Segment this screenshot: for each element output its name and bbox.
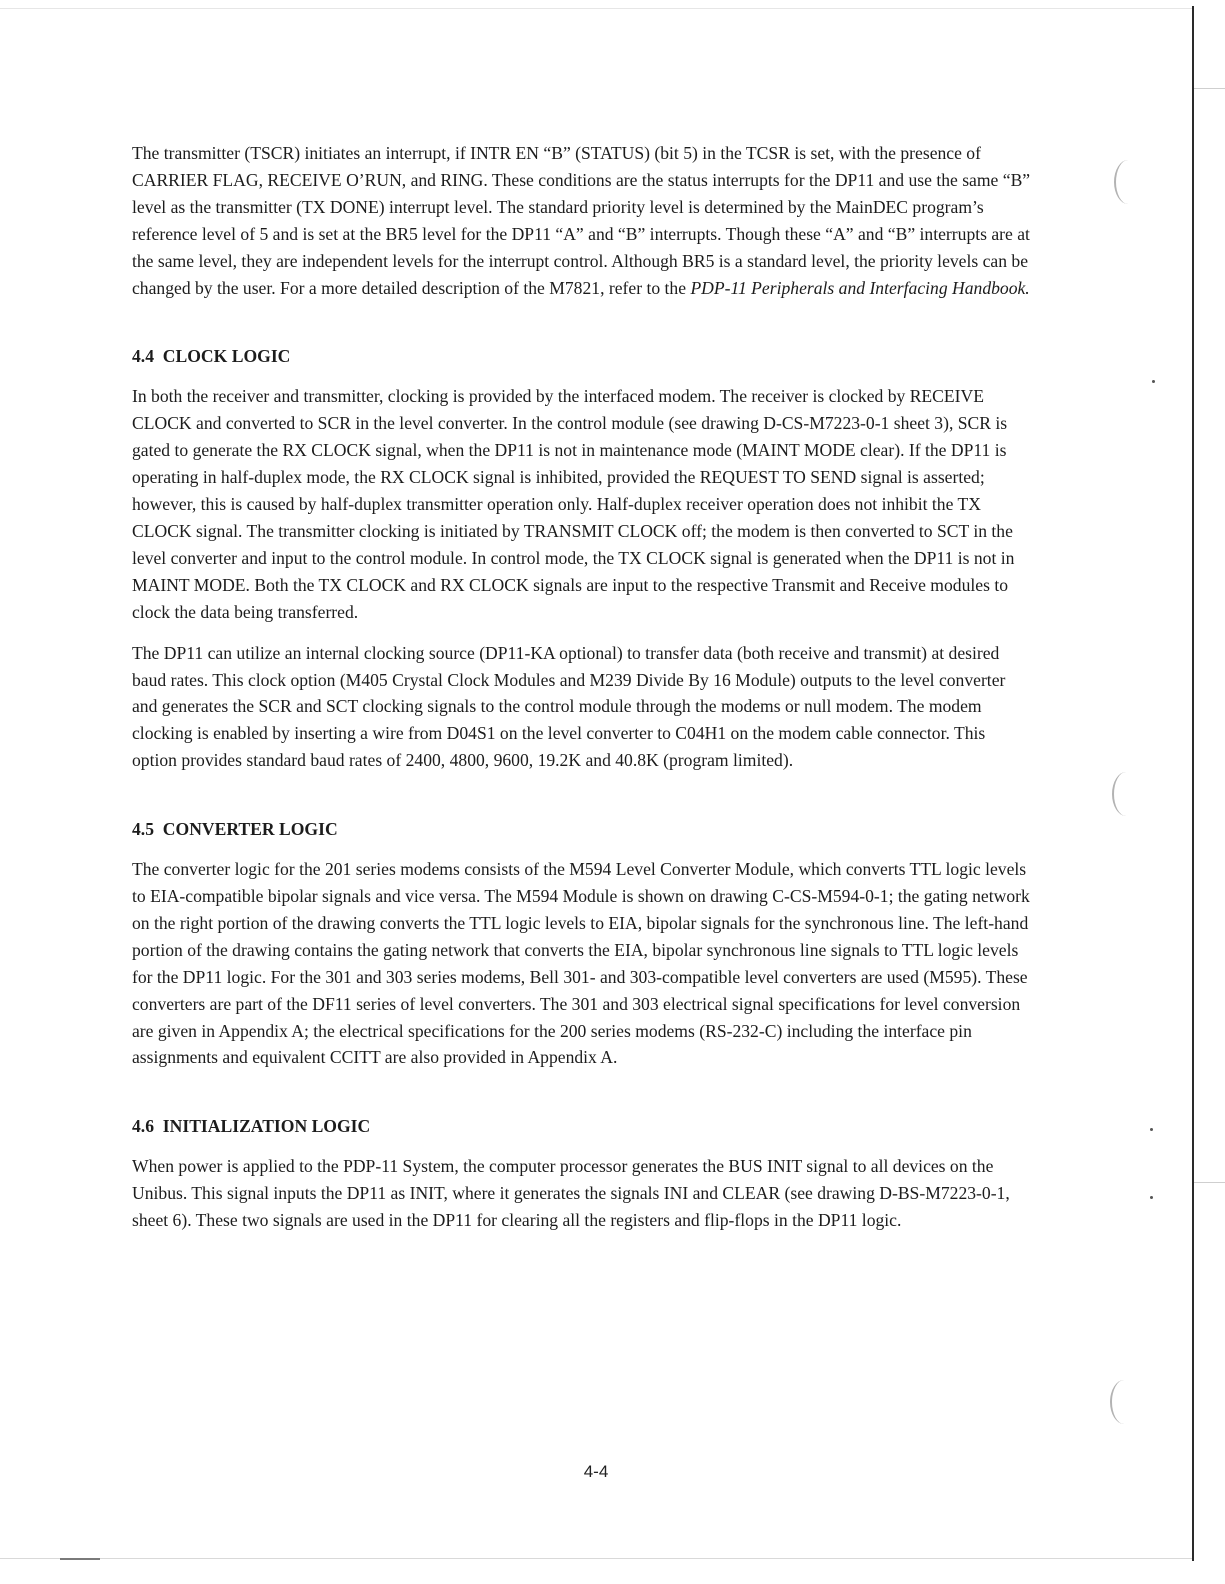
section-title-text: INITIALIZATION LOGIC (162, 1116, 371, 1137)
intro-paragraph (132, 140, 1032, 301)
section-heading-4-4 (132, 344, 1032, 368)
scan-top-edge (0, 8, 1192, 9)
scan-speck (1152, 380, 1155, 383)
reference-title: PDP-11 Peripherals and Interfacing Handbook. (690, 277, 1030, 298)
scan-tab-mark (1194, 88, 1225, 89)
scan-tab-mark (1194, 1182, 1225, 1183)
paragraph: The converter logic for the 201 series modems consists of the M594 Level Converter Module, which converts TTL logic levels to EIA-compatible bipolar signals and vice versa. The M594 Module is shown on drawing C-CS-M594-0-1; the gating network on the right portion of the drawing converts the TTL logic levels to EIA, bipolar signals for the synchronous line. The left-hand portion of the drawing contains the gating network that converts the EIA, bipolar synchronous line signals to TTL logic levels for the DP11 logic. For the 301 and 303 series modems, Bell 301- and 303-compatible level converters are used (M595). These converters are part of the DF11 series of level converters. The 301 and 303 electrical signal specifications for level conversion are given in Appendix A; the electrical specifications for the 200 series modems (RS-232-C) including the interface pin assignments and equivalent CCITT are also provided in Appendix A. (132, 859, 1030, 1068)
section-number: 4.6 (132, 1116, 154, 1137)
paragraph: The DP11 can utilize an internal clocking source (DP11-KA optional) to transfer data (both receive and transmit) at desired baud rates. This clock option (M405 Crystal Clock Modules and M239 Divide By 16 Module) outputs to the level converter and generates the SCR and SCT clocking signals to the control module through the modems or null modem. The modem clocking is enabled by inserting a wire from D04S1 on the level converter to C04H1 on the modem cable connector. This option provides standard baud rates of 2400, 4800, 9600, 19.2K and 40.8K (program limited). (132, 642, 1006, 771)
page-content (132, 140, 1032, 1234)
scan-speck (1150, 1128, 1153, 1131)
scan-bottom-mark (60, 1558, 100, 1560)
section-title-text: CLOCK LOGIC (162, 346, 291, 367)
section-number: 4.5 (132, 819, 154, 840)
scan-bottom-edge (0, 1558, 1192, 1559)
binder-hole (1114, 160, 1142, 204)
paragraph: In both the receiver and transmitter, clocking is provided by the interfaced modem. The receiver is clocked by RECEIVE CLOCK and converted to SCR in the level converter. In the control module (see drawing D-CS-M7223-0-1 sheet 3), SCR is gated to generate the RX CLOCK signal, when the DP11 is not in maintenance mode (MAINT MODE clear). If the DP11 is operating in half-duplex mode, the RX CLOCK signal is inhibited, provided the REQUEST TO SEND signal is asserted; however, this is caused by half-duplex transmitter operation only. Half-duplex receiver operation does not inhibit the TX CLOCK signal. The transmitter clocking is initiated by TRANSMIT CLOCK off; the modem is then converted to SCT in the level converter and input to the control module. In control mode, the TX CLOCK signal is generated when the DP11 is not in MAINT MODE. Both the TX CLOCK and RX CLOCK signals are input to the respective Transmit and Receive modules to clock the data being transferred. (132, 386, 1015, 622)
binder-hole (1112, 772, 1140, 816)
intro-text: The transmitter (TSCR) initiates an interrupt, if INTR EN “B” (STATUS) (bit 5) in the TCSR is set, with the presence of CARRIER FLAG, RECEIVE O’RUN, and RING. These conditions are the status interrupts for the DP11 and use the same “B” level as the transmitter (TX DONE) interrupt level. The standard priority level is determined by the MainDEC program’s reference level of 5 and is set at the BR5 level for the DP11 “A” and “B” interrupts. Though these “A” and “B” interrupts are at the same level, they are independent levels for the interrupt control. Although BR5 is a standard level, the priority levels can be changed by the user. For a more detailed description of the M7821, refer to the (132, 143, 1031, 298)
section-number: 4.4 (132, 346, 154, 367)
section-title (132, 1114, 1032, 1138)
section-title-text: CONVERTER LOGIC (162, 819, 338, 840)
binder-hole (1110, 1380, 1138, 1424)
scan-speck (1150, 1196, 1153, 1199)
section-title (132, 344, 1032, 368)
paragraph: When power is applied to the PDP-11 System, the computer processor generates the BUS INIT signal to all devices on the Unibus. This signal inputs the DP11 as INIT, where it generates the signals INI and CLEAR (see drawing D-BS-M7223-0-1, sheet 6). These two signals are used in the DP11 for clearing all the registers and flip-flops in the DP11 logic. (132, 1156, 1010, 1231)
section-heading-4-5 (132, 817, 1032, 841)
page-number: 4-4 (583, 1462, 609, 1481)
section-title (132, 817, 1032, 841)
section-heading-4-6 (132, 1114, 1032, 1138)
scan-right-edge (1192, 6, 1194, 1561)
